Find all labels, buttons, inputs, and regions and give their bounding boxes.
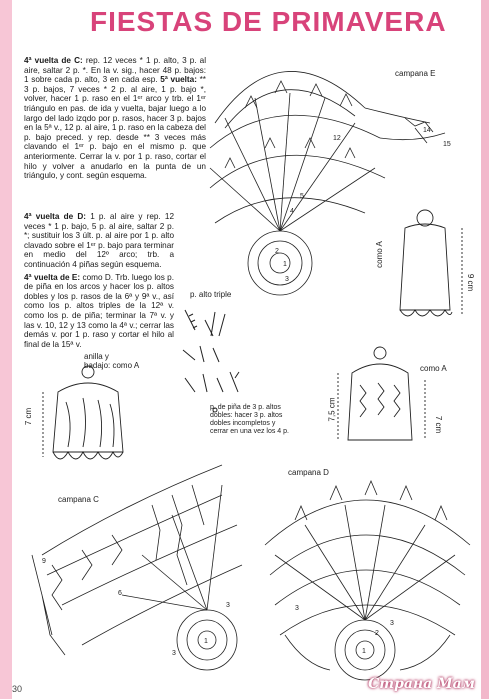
seven-cm-right-label: 7 cm bbox=[434, 415, 444, 434]
instruction-body: como D. Trb. luego los p. de piña en los arcos y hacer los p. altos dobles y los p. rasos de la 6ª y 9ª v., así como los p. altos triples de la 12ª v. como los p. de piña; terminar la 7ª v. y las v. 10, 12 y 13 como la 4ª v.; cerrar las demás v. por 1 p. raso y cortar el hilo al final de la 15ª v. bbox=[24, 272, 174, 349]
instruction-round4-c bbox=[24, 56, 206, 181]
campana-c-crochet-chart bbox=[22, 455, 262, 680]
instruction-heading: 4ª vuelta de E: bbox=[24, 272, 81, 282]
chart-number: 3 bbox=[285, 276, 289, 283]
chart-number: 14 bbox=[423, 127, 431, 134]
campana-c-label: campana C bbox=[58, 495, 99, 504]
bell-d-outline bbox=[327, 345, 440, 460]
como-a-label-2: como A bbox=[420, 364, 447, 373]
chart-number: 9 bbox=[42, 558, 46, 565]
campana-d-crochet-chart bbox=[255, 465, 480, 680]
instruction-body: 1 p. al aire y rep. 12 veces * 1 p. bajo, 5 p. al aire, saltar 2 p. *; sustituir los 3 últ. p. al aire por 1 p. alto clavado sobre el 1ᵉʳ p. bajo para terminar en medio del 12º arco; trb. a continuación 4 piñas según esquema. bbox=[24, 212, 174, 269]
instructions-lower bbox=[24, 212, 174, 352]
campana-e-label: campana E bbox=[395, 69, 436, 78]
bell-outline-9cm bbox=[370, 200, 470, 340]
chart-number: 3 bbox=[390, 620, 394, 627]
pina-stitch-note: p. de piña de 3 p. altos dobles: hacer 3 p. altos dobles incompletos y cerrar en una vez los 4 p. bbox=[210, 404, 289, 435]
chart-number: 5 bbox=[300, 193, 304, 200]
instruction-body: rep. 12 veces * 1 p. alto, 3 p. al aire, saltar 2 p. *. En la v. sig., hacer 48 p. bajos: 1 sobre cada p. alto, 3 en cada esp. bbox=[24, 56, 207, 85]
p-alto-triple-label: p. alto triple bbox=[190, 290, 232, 299]
chart-number: 3 bbox=[172, 650, 176, 657]
campana-d-label: campana D bbox=[288, 468, 329, 477]
page-title: FIESTAS DE PRIMAVERA bbox=[90, 6, 447, 37]
instruction-body: ** 3 p. bajos, 7 veces * 2 p. al aire, 1 p. bajo *, volver, hacer 1 p. raso en el 1ᵉʳ arco y trb. el 1ᵉʳ triángulo en pas. de ida y vuelta, bajar luego a lo largo del lado izqdo por p. rasos, hacer 3 p. bajos en la 5ª v., 12 p. al aire, 1 p. raso en la cabeza del p. bajo preced. y rep. desde ** 3 veces más clavando el 1ᵉʳ p. bajo en el mismo p. que anteriormente. Cerrar la v. por 1 p. raso, cortar el hilo y volver a anudarlo en la punta de un triángulo, y cont. según esquema. bbox=[24, 75, 206, 181]
chart-number: 2 bbox=[275, 248, 279, 255]
site-watermark: Страна Мам bbox=[368, 676, 475, 692]
anilla-label: anilla y bbox=[84, 352, 109, 361]
chart-number: 1 bbox=[362, 648, 366, 655]
seven-cm-left-label: 7 cm bbox=[24, 407, 34, 426]
left-pink-margin bbox=[0, 0, 12, 699]
instruction-heading: 5ª vuelta: bbox=[160, 75, 197, 85]
seven-half-cm-label: 7,5 cm bbox=[327, 397, 337, 422]
chart-number: 12 bbox=[333, 135, 341, 142]
chart-number: 15 bbox=[443, 141, 451, 148]
chart-number: 4 bbox=[290, 208, 294, 215]
instructions-upper bbox=[24, 56, 206, 184]
instruction-heading: 4ª vuelta de D: bbox=[24, 212, 86, 221]
instruction-round4-d bbox=[24, 212, 174, 270]
chart-number: 1 bbox=[204, 638, 208, 645]
como-a-label-1: como A bbox=[374, 241, 384, 268]
chart-number: 6 bbox=[118, 590, 122, 597]
chart-number: 3 bbox=[226, 602, 230, 609]
nine-cm-label: 9 cm bbox=[466, 273, 476, 292]
chart-number: 2 bbox=[375, 630, 379, 637]
page-number: 30 bbox=[12, 684, 23, 694]
right-pink-margin bbox=[481, 0, 489, 699]
instruction-round4-e bbox=[24, 273, 174, 350]
chart-number: 1 bbox=[283, 261, 287, 268]
stitch-symbol-legend bbox=[175, 300, 260, 420]
badajo-label: badajo: como A bbox=[84, 361, 140, 370]
instruction-heading: 4ª vuelta de C: bbox=[24, 56, 83, 65]
chart-number: 3 bbox=[295, 605, 299, 612]
